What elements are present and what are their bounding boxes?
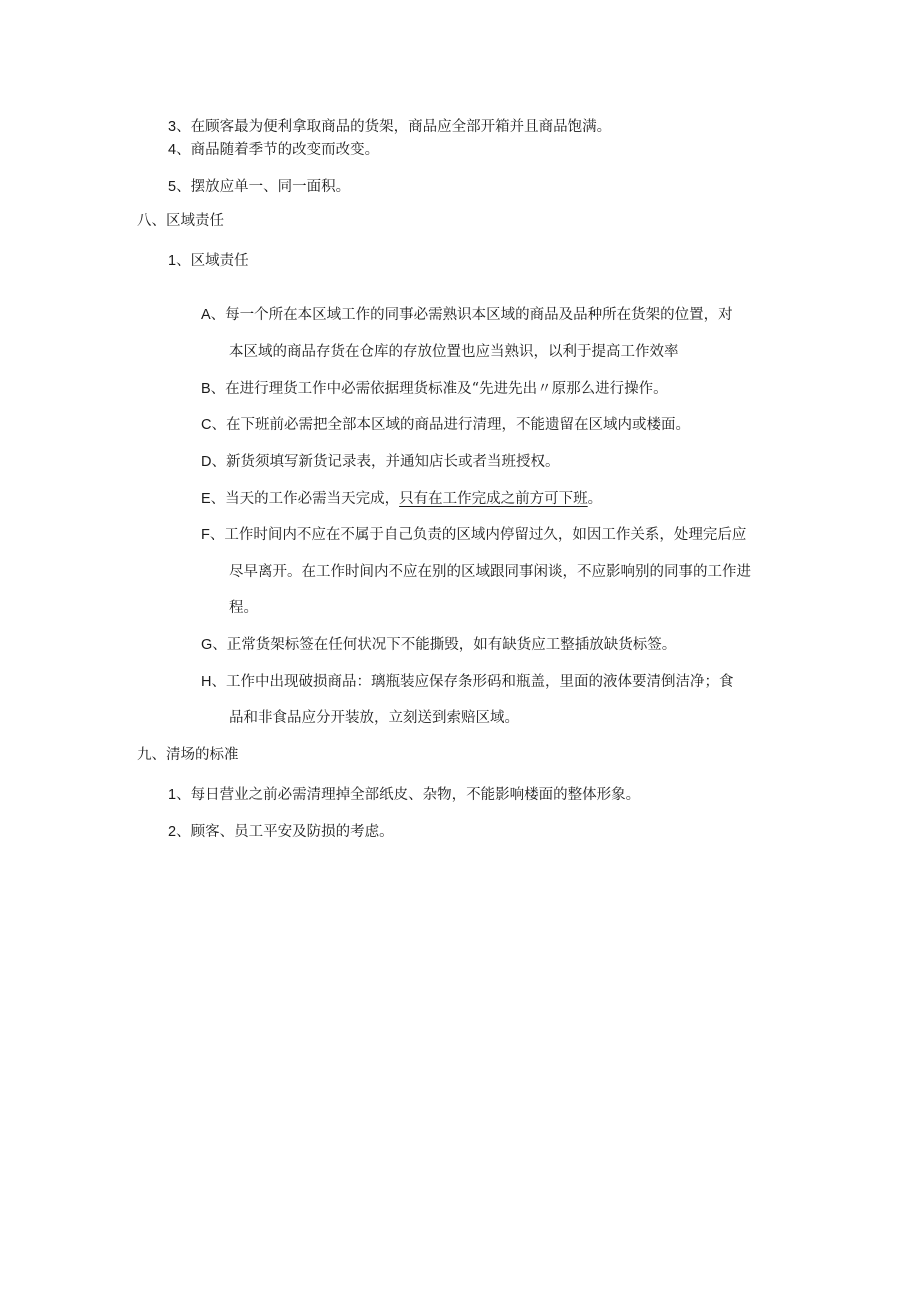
clause-letter: E [201,491,211,507]
clause-a-line2: 本区域的商品存货在仓库的存放位置也应当熟识，以利于提高工作效率 [229,344,679,360]
clause-text: 、工作时间内不应在不属于自己负责的区域内停留过久，如因工作关系，处理完后应 [209,527,747,543]
section-8-heading: 八、区域责任 [137,213,224,229]
clause-text-underlined: 只有在工作完成之前方可下班 [399,491,588,507]
clause-text: 、正常货架标签在任何状况下不能撕毁，如有缺货应工整插放缺货标签。 [212,637,677,653]
section-9-heading: 九、清场的标准 [137,747,239,763]
clause-h-line1 [201,672,733,692]
clause-text: 、新货须填写新货记录表，并通知店长或者当班授权。 [211,454,560,470]
sub-heading-1 [168,251,249,271]
clause-letter: B [201,381,211,397]
clause-text: 、工作中出现破损商品：璃瓶装应保存条形码和瓶盖，里面的液体要清倒洁净；食 [211,674,734,690]
clause-letter: A [201,307,211,323]
clause-f-line3: 程。 [229,600,258,616]
item-text: 、顾客、员工平安及防损的考虑。 [176,824,394,840]
item-5 [168,177,350,197]
clause-c [201,415,690,435]
item-number: 2 [168,824,177,840]
item-number: 1 [168,253,177,269]
item-text: 、商品随着季节的改变而改变。 [176,142,380,158]
clause-b [201,379,668,399]
clause-f-line2: 尽早离开。在工作时间内不应在别的区域跟同事闲谈，不应影响别的同事的工作进 [229,564,751,580]
item-text: 、在顾客最为便利拿取商品的货架，商品应全部开箱并且商品饱满。 [176,119,612,135]
clause-letter: G [201,637,213,653]
item-number: 4 [168,142,177,158]
clause-text-end: 。 [587,491,603,507]
clause-d [201,452,559,472]
item-number: 1 [168,787,177,803]
item-4 [168,140,379,160]
clause-text: 、当天的工作必需当天完成， [210,491,400,507]
clause-letter: F [201,527,210,543]
clause-a-line1 [201,305,733,325]
clause-letter: C [201,417,212,433]
item-text: 、每日营业之前必需清理掉全部纸皮、杂物，不能影响楼面的整体形象。 [176,787,641,803]
clause-text: 、在下班前必需把全部本区域的商品进行清理，不能遗留在区域内或楼面。 [211,417,690,433]
clause-e [201,489,602,509]
item-3 [168,117,611,137]
item-number: 3 [168,119,177,135]
clause-letter: H [201,674,212,690]
item-text: 、区域责任 [176,253,249,269]
clean-item-1 [168,785,640,805]
clause-text: 、每一个所在本区域工作的同事必需熟识本区域的商品及品种所在货架的位置，对 [210,307,733,323]
clause-letter: D [201,454,212,470]
clause-g [201,635,676,655]
clean-item-2 [168,822,394,842]
item-number: 5 [168,179,177,195]
clause-text: 、在进行理货工作中必需依据理货标准及“先进先出〃原那么进行操作。 [210,381,668,397]
clause-h-line2: 品和非食品应分开装放，立刻送到索赔区域。 [229,710,519,726]
clause-f-line1 [201,525,746,545]
item-text: 、摆放应单一、同一面积。 [176,179,351,195]
